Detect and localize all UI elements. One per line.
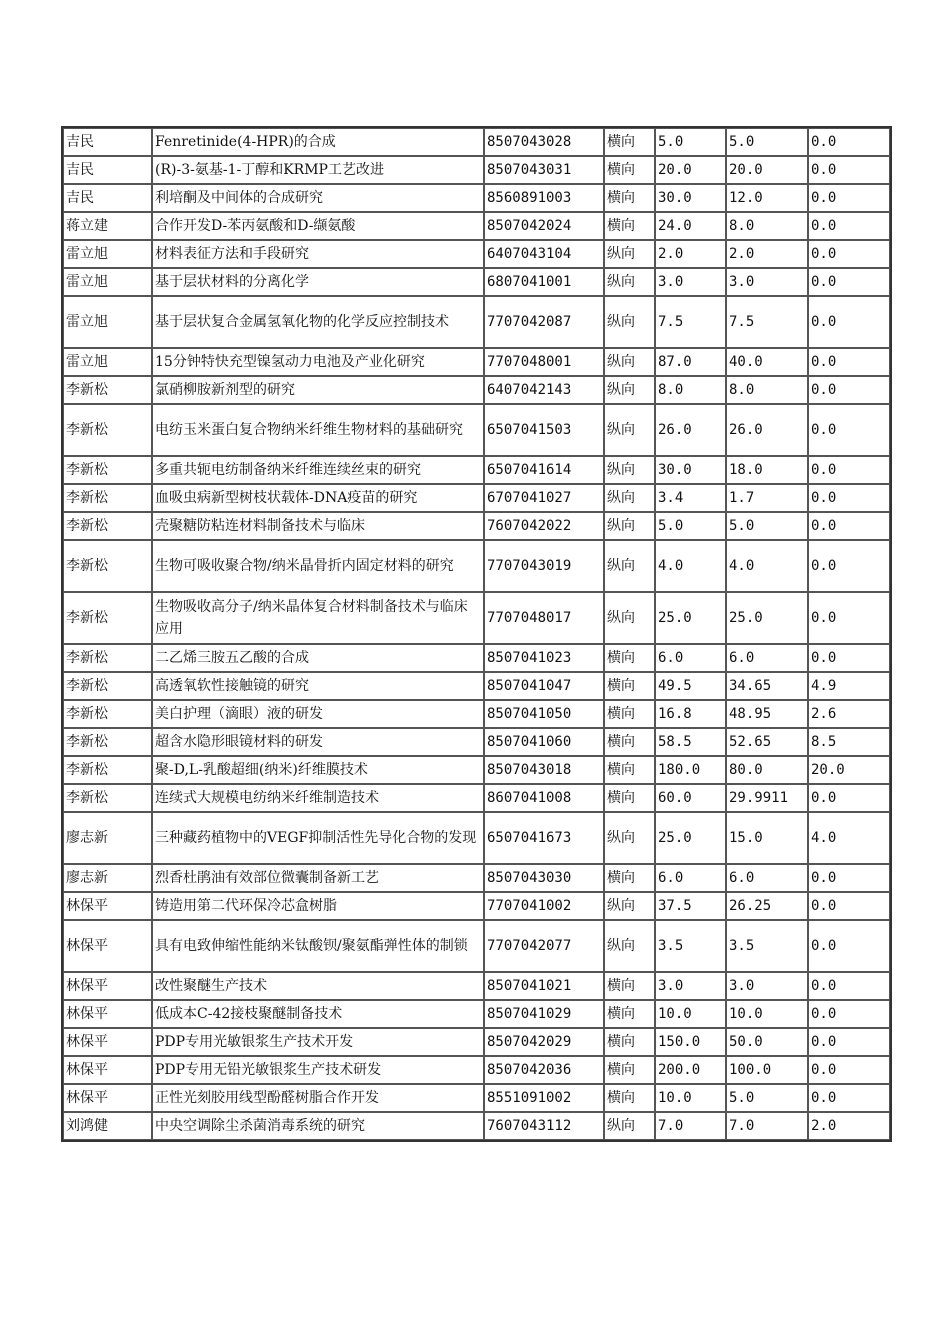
table-row (63, 672, 890, 700)
person-name-cell: 李新松 (63, 784, 152, 812)
funding-received-cell: 5.0 (726, 128, 808, 156)
funding-other-cell: 0.0 (808, 864, 890, 892)
person-name-cell: 林保平 (63, 1056, 152, 1084)
person-name-cell: 李新松 (63, 644, 152, 672)
funding-received-cell: 26.25 (726, 892, 808, 920)
project-title-cell: 美白护理（滴眼）液的研发 (152, 700, 484, 728)
table-row (63, 1084, 890, 1112)
project-type-cell: 横向 (604, 672, 655, 700)
funding-total-cell: 150.0 (655, 1028, 726, 1056)
project-title-cell: (R)-3-氨基-1-丁醇和KRMP工艺改进 (152, 156, 484, 184)
table-row (63, 784, 890, 812)
project-code-cell: 6707041027 (484, 484, 604, 512)
project-type-cell: 横向 (604, 1028, 655, 1056)
person-name-cell: 李新松 (63, 700, 152, 728)
funding-total-cell: 30.0 (655, 456, 726, 484)
funding-received-cell: 6.0 (726, 864, 808, 892)
project-type-cell: 横向 (604, 1000, 655, 1028)
project-title-cell: 铸造用第二代环保冷芯盒树脂 (152, 892, 484, 920)
project-type-cell: 纵向 (604, 456, 655, 484)
funding-other-cell: 0.0 (808, 512, 890, 540)
person-name-cell: 李新松 (63, 376, 152, 404)
funding-other-cell: 2.6 (808, 700, 890, 728)
table-row (63, 128, 890, 156)
project-code-cell: 8507041029 (484, 1000, 604, 1028)
project-code-cell: 8607041008 (484, 784, 604, 812)
person-name-cell: 林保平 (63, 920, 152, 972)
project-title-cell: 生物可吸收聚合物/纳米晶骨折内固定材料的研究 (152, 540, 484, 592)
project-title-cell: 生物吸收高分子/纳米晶体复合材料制备技术与临床应用 (152, 592, 484, 644)
funding-total-cell: 200.0 (655, 1056, 726, 1084)
funding-received-cell: 3.0 (726, 268, 808, 296)
table-row (63, 348, 890, 376)
person-name-cell: 刘鸿健 (63, 1112, 152, 1140)
project-title-cell: 多重共轭电纺制备纳米纤维连续丝束的研究 (152, 456, 484, 484)
funding-total-cell: 7.0 (655, 1112, 726, 1140)
table-row (63, 540, 890, 592)
table-row (63, 864, 890, 892)
funding-received-cell: 8.0 (726, 376, 808, 404)
project-title-cell: 三种藏药植物中的VEGF抑制活性先导化合物的发现 (152, 812, 484, 864)
project-title-cell: 基于层状复合金属氢氧化物的化学反应控制技术 (152, 296, 484, 348)
funding-received-cell: 15.0 (726, 812, 808, 864)
project-type-cell: 横向 (604, 156, 655, 184)
person-name-cell: 廖志新 (63, 812, 152, 864)
project-title-cell: 15分钟特快充型镍氢动力电池及产业化研究 (152, 348, 484, 376)
funding-other-cell: 0.0 (808, 212, 890, 240)
funding-other-cell: 8.5 (808, 728, 890, 756)
project-table (61, 126, 892, 1142)
funding-other-cell: 0.0 (808, 128, 890, 156)
project-type-cell: 横向 (604, 728, 655, 756)
funding-total-cell: 5.0 (655, 512, 726, 540)
funding-total-cell: 7.5 (655, 296, 726, 348)
project-title-cell: PDP专用无铅光敏银浆生产技术研发 (152, 1056, 484, 1084)
funding-total-cell: 10.0 (655, 1084, 726, 1112)
funding-total-cell: 10.0 (655, 1000, 726, 1028)
project-code-cell: 8507042036 (484, 1056, 604, 1084)
project-code-cell: 7707042077 (484, 920, 604, 972)
person-name-cell: 李新松 (63, 404, 152, 456)
person-name-cell: 廖志新 (63, 864, 152, 892)
funding-received-cell: 10.0 (726, 1000, 808, 1028)
project-type-cell: 纵向 (604, 812, 655, 864)
funding-other-cell: 0.0 (808, 156, 890, 184)
funding-other-cell: 2.0 (808, 1112, 890, 1140)
project-code-cell: 8507042024 (484, 212, 604, 240)
funding-total-cell: 4.0 (655, 540, 726, 592)
project-type-cell: 横向 (604, 128, 655, 156)
project-code-cell: 8507043018 (484, 756, 604, 784)
funding-other-cell: 0.0 (808, 644, 890, 672)
project-table-body (63, 128, 890, 1140)
project-type-cell: 横向 (604, 784, 655, 812)
project-title-cell: Fenretinide(4-HPR)的合成 (152, 128, 484, 156)
project-title-cell: 基于层状材料的分离化学 (152, 268, 484, 296)
funding-other-cell: 0.0 (808, 268, 890, 296)
table-row (63, 644, 890, 672)
project-code-cell: 8507041050 (484, 700, 604, 728)
project-title-cell: 中央空调除尘杀菌消毒系统的研究 (152, 1112, 484, 1140)
funding-other-cell: 4.0 (808, 812, 890, 864)
person-name-cell: 吉民 (63, 184, 152, 212)
project-code-cell: 8507041047 (484, 672, 604, 700)
person-name-cell: 林保平 (63, 1028, 152, 1056)
project-code-cell: 8507041023 (484, 644, 604, 672)
funding-received-cell: 29.9911 (726, 784, 808, 812)
table-row (63, 972, 890, 1000)
project-table-container (61, 126, 892, 1142)
project-title-cell: PDP专用光敏银浆生产技术开发 (152, 1028, 484, 1056)
funding-received-cell: 80.0 (726, 756, 808, 784)
funding-received-cell: 2.0 (726, 240, 808, 268)
funding-total-cell: 30.0 (655, 184, 726, 212)
table-row (63, 404, 890, 456)
funding-total-cell: 87.0 (655, 348, 726, 376)
person-name-cell: 林保平 (63, 1000, 152, 1028)
project-code-cell: 7707048017 (484, 592, 604, 644)
table-row (63, 296, 890, 348)
funding-total-cell: 25.0 (655, 812, 726, 864)
table-row (63, 756, 890, 784)
funding-other-cell: 0.0 (808, 1000, 890, 1028)
project-type-cell: 纵向 (604, 512, 655, 540)
project-title-cell: 连续式大规模电纺纳米纤维制造技术 (152, 784, 484, 812)
project-title-cell: 壳聚糖防粘连材料制备技术与临床 (152, 512, 484, 540)
project-title-cell: 正性光刻胶用线型酚醛树脂合作开发 (152, 1084, 484, 1112)
project-code-cell: 7707042087 (484, 296, 604, 348)
table-row (63, 376, 890, 404)
table-row (63, 1028, 890, 1056)
funding-other-cell: 0.0 (808, 240, 890, 268)
project-type-cell: 纵向 (604, 268, 655, 296)
project-type-cell: 横向 (604, 212, 655, 240)
funding-total-cell: 2.0 (655, 240, 726, 268)
person-name-cell: 林保平 (63, 1084, 152, 1112)
project-code-cell: 6507041503 (484, 404, 604, 456)
funding-total-cell: 3.0 (655, 268, 726, 296)
person-name-cell: 吉民 (63, 128, 152, 156)
funding-total-cell: 6.0 (655, 864, 726, 892)
project-type-cell: 横向 (604, 1056, 655, 1084)
person-name-cell: 雷立旭 (63, 268, 152, 296)
funding-other-cell: 20.0 (808, 756, 890, 784)
table-row (63, 1112, 890, 1140)
project-code-cell: 8507043028 (484, 128, 604, 156)
funding-total-cell: 180.0 (655, 756, 726, 784)
project-type-cell: 纵向 (604, 404, 655, 456)
funding-received-cell: 12.0 (726, 184, 808, 212)
person-name-cell: 李新松 (63, 540, 152, 592)
project-type-cell: 纵向 (604, 540, 655, 592)
project-code-cell: 7707041002 (484, 892, 604, 920)
project-type-cell: 纵向 (604, 1112, 655, 1140)
person-name-cell: 雷立旭 (63, 296, 152, 348)
funding-total-cell: 24.0 (655, 212, 726, 240)
project-title-cell: 改性聚醚生产技术 (152, 972, 484, 1000)
person-name-cell: 吉民 (63, 156, 152, 184)
funding-received-cell: 6.0 (726, 644, 808, 672)
funding-other-cell: 0.0 (808, 892, 890, 920)
table-row (63, 812, 890, 864)
funding-other-cell: 0.0 (808, 484, 890, 512)
funding-total-cell: 3.4 (655, 484, 726, 512)
funding-received-cell: 50.0 (726, 1028, 808, 1056)
funding-received-cell: 5.0 (726, 1084, 808, 1112)
project-code-cell: 7607043112 (484, 1112, 604, 1140)
funding-other-cell: 0.0 (808, 296, 890, 348)
funding-other-cell: 0.0 (808, 1056, 890, 1084)
funding-received-cell: 5.0 (726, 512, 808, 540)
funding-received-cell: 7.0 (726, 1112, 808, 1140)
funding-other-cell: 0.0 (808, 592, 890, 644)
person-name-cell: 李新松 (63, 592, 152, 644)
funding-received-cell: 1.7 (726, 484, 808, 512)
table-row (63, 212, 890, 240)
project-code-cell: 8560891003 (484, 184, 604, 212)
funding-received-cell: 7.5 (726, 296, 808, 348)
funding-other-cell: 0.0 (808, 184, 890, 212)
project-title-cell: 电纺玉米蛋白复合物纳米纤维生物材料的基础研究 (152, 404, 484, 456)
funding-received-cell: 4.0 (726, 540, 808, 592)
project-title-cell: 合作开发D-苯丙氨酸和D-缬氨酸 (152, 212, 484, 240)
project-code-cell: 8507043031 (484, 156, 604, 184)
person-name-cell: 李新松 (63, 484, 152, 512)
project-title-cell: 聚-D,L-乳酸超细(纳米)纤维膜技术 (152, 756, 484, 784)
funding-other-cell: 0.0 (808, 920, 890, 972)
table-row (63, 512, 890, 540)
project-code-cell: 6507041673 (484, 812, 604, 864)
project-title-cell: 低成本C-42接枝聚醚制备技术 (152, 1000, 484, 1028)
funding-total-cell: 25.0 (655, 592, 726, 644)
table-row (63, 456, 890, 484)
table-row (63, 920, 890, 972)
project-code-cell: 6407043104 (484, 240, 604, 268)
funding-other-cell: 0.0 (808, 1028, 890, 1056)
funding-other-cell: 0.0 (808, 784, 890, 812)
funding-received-cell: 25.0 (726, 592, 808, 644)
funding-total-cell: 16.8 (655, 700, 726, 728)
funding-received-cell: 34.65 (726, 672, 808, 700)
project-code-cell: 6507041614 (484, 456, 604, 484)
table-row (63, 1056, 890, 1084)
project-type-cell: 纵向 (604, 892, 655, 920)
project-title-cell: 氯硝柳胺新剂型的研究 (152, 376, 484, 404)
funding-other-cell: 0.0 (808, 376, 890, 404)
funding-received-cell: 20.0 (726, 156, 808, 184)
funding-total-cell: 58.5 (655, 728, 726, 756)
project-type-cell: 横向 (604, 972, 655, 1000)
project-title-cell: 高透氧软性接触镜的研究 (152, 672, 484, 700)
table-row (63, 1000, 890, 1028)
funding-total-cell: 49.5 (655, 672, 726, 700)
project-type-cell: 纵向 (604, 296, 655, 348)
funding-other-cell: 0.0 (808, 404, 890, 456)
funding-other-cell: 0.0 (808, 348, 890, 376)
project-code-cell: 7707043019 (484, 540, 604, 592)
project-code-cell: 6807041001 (484, 268, 604, 296)
table-row (63, 728, 890, 756)
project-type-cell: 纵向 (604, 348, 655, 376)
project-title-cell: 二乙烯三胺五乙酸的合成 (152, 644, 484, 672)
funding-other-cell: 0.0 (808, 1084, 890, 1112)
funding-other-cell: 0.0 (808, 972, 890, 1000)
funding-total-cell: 8.0 (655, 376, 726, 404)
project-type-cell: 横向 (604, 700, 655, 728)
person-name-cell: 李新松 (63, 456, 152, 484)
funding-received-cell: 48.95 (726, 700, 808, 728)
funding-other-cell: 0.0 (808, 456, 890, 484)
project-title-cell: 超含水隐形眼镜材料的研发 (152, 728, 484, 756)
project-code-cell: 7607042022 (484, 512, 604, 540)
project-title-cell: 具有电致伸缩性能纳米钛酸钡/聚氨酯弹性体的制锁 (152, 920, 484, 972)
table-row (63, 268, 890, 296)
project-code-cell: 8551091002 (484, 1084, 604, 1112)
table-row (63, 484, 890, 512)
person-name-cell: 李新松 (63, 728, 152, 756)
table-row (63, 892, 890, 920)
project-type-cell: 横向 (604, 184, 655, 212)
project-title-cell: 材料表征方法和手段研究 (152, 240, 484, 268)
person-name-cell: 李新松 (63, 512, 152, 540)
project-type-cell: 横向 (604, 644, 655, 672)
funding-received-cell: 26.0 (726, 404, 808, 456)
project-code-cell: 6407042143 (484, 376, 604, 404)
funding-total-cell: 26.0 (655, 404, 726, 456)
person-name-cell: 雷立旭 (63, 348, 152, 376)
funding-total-cell: 6.0 (655, 644, 726, 672)
funding-other-cell: 0.0 (808, 540, 890, 592)
funding-received-cell: 100.0 (726, 1056, 808, 1084)
person-name-cell: 雷立旭 (63, 240, 152, 268)
funding-total-cell: 60.0 (655, 784, 726, 812)
funding-total-cell: 3.5 (655, 920, 726, 972)
funding-received-cell: 3.5 (726, 920, 808, 972)
funding-total-cell: 37.5 (655, 892, 726, 920)
person-name-cell: 林保平 (63, 892, 152, 920)
funding-total-cell: 5.0 (655, 128, 726, 156)
project-type-cell: 横向 (604, 1084, 655, 1112)
funding-total-cell: 20.0 (655, 156, 726, 184)
project-code-cell: 8507043030 (484, 864, 604, 892)
project-code-cell: 8507041060 (484, 728, 604, 756)
table-row (63, 240, 890, 268)
project-type-cell: 横向 (604, 756, 655, 784)
project-type-cell: 纵向 (604, 376, 655, 404)
table-row (63, 156, 890, 184)
funding-received-cell: 52.65 (726, 728, 808, 756)
table-row (63, 700, 890, 728)
funding-other-cell: 4.9 (808, 672, 890, 700)
person-name-cell: 李新松 (63, 756, 152, 784)
funding-total-cell: 3.0 (655, 972, 726, 1000)
funding-received-cell: 3.0 (726, 972, 808, 1000)
table-row (63, 592, 890, 644)
project-type-cell: 纵向 (604, 920, 655, 972)
project-type-cell: 横向 (604, 864, 655, 892)
project-type-cell: 纵向 (604, 240, 655, 268)
project-code-cell: 8507042029 (484, 1028, 604, 1056)
project-title-cell: 烈香杜鹃油有效部位微囊制备新工艺 (152, 864, 484, 892)
project-type-cell: 纵向 (604, 592, 655, 644)
person-name-cell: 蒋立建 (63, 212, 152, 240)
project-title-cell: 利培酮及中间体的合成研究 (152, 184, 484, 212)
project-type-cell: 纵向 (604, 484, 655, 512)
funding-received-cell: 40.0 (726, 348, 808, 376)
funding-received-cell: 18.0 (726, 456, 808, 484)
person-name-cell: 林保平 (63, 972, 152, 1000)
project-title-cell: 血吸虫病新型树枝状载体-DNA疫苗的研究 (152, 484, 484, 512)
table-row (63, 184, 890, 212)
project-code-cell: 7707048001 (484, 348, 604, 376)
funding-received-cell: 8.0 (726, 212, 808, 240)
person-name-cell: 李新松 (63, 672, 152, 700)
project-code-cell: 8507041021 (484, 972, 604, 1000)
